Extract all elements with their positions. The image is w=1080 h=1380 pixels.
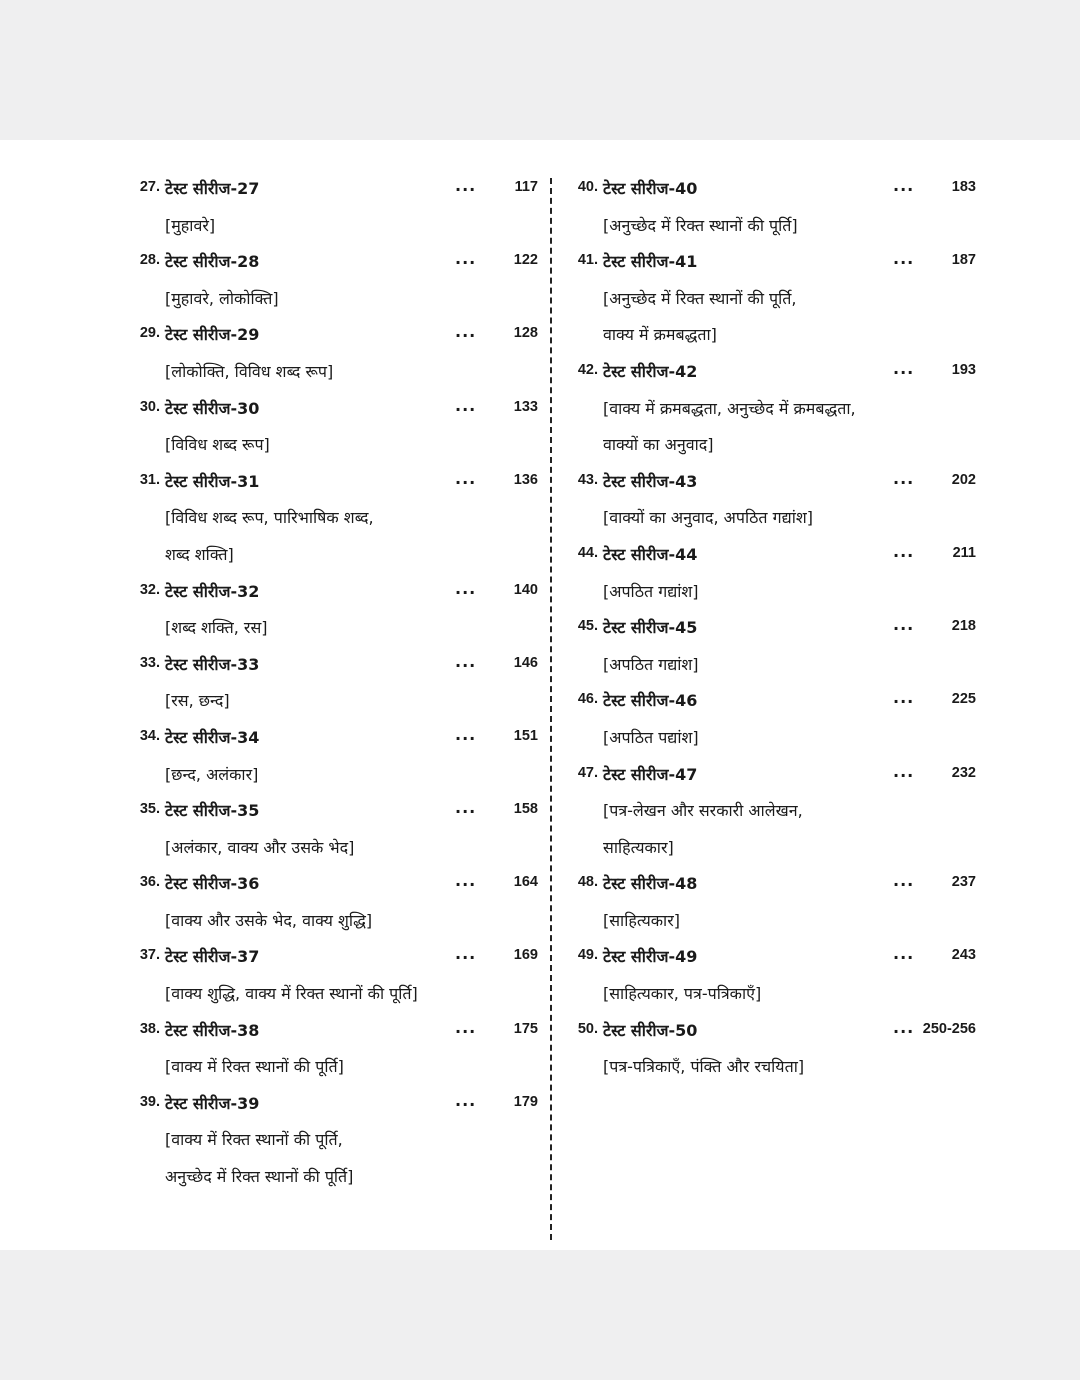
entry-topics: [साहित्यकार] [603,910,680,930]
contents-entry [558,243,978,280]
leader-dots: ... [455,944,477,964]
entry-title: टेस्ट सीरीज-48 [603,874,698,894]
leader-dots: ... [893,688,915,708]
leader-dots: ... [893,358,915,378]
entry-page-number: 237 [951,874,976,891]
entry-topics-line [558,975,978,1012]
contents-entry [120,390,540,427]
contents-entry [558,938,978,975]
entry-topics: [रस, छन्द] [165,691,230,711]
contents-entry [558,170,978,207]
entry-number: 40. [577,179,598,195]
entry-title: टेस्ट सीरीज-30 [165,398,260,418]
entry-title: टेस्ट सीरीज-42 [603,361,698,381]
contents-entry [120,938,540,975]
leader-dots: ... [893,541,915,561]
entry-page-number: 128 [513,325,538,342]
entry-topics: [विविध शब्द रूप] [165,435,270,455]
entry-topics: [अपठित गद्यांश] [603,581,699,601]
entry-number: 37. [139,947,160,964]
entry-topics-line [120,280,540,317]
entry-title: टेस्ट सीरीज-47 [603,764,698,784]
contents-entry [120,1012,540,1049]
entry-topics: [मुहावरे] [165,215,216,235]
entry-topics: [वाक्य में क्रमबद्धता, अनुच्छेद में क्रमबद्धता, [603,398,856,418]
entry-number: 35. [139,801,160,818]
entry-title: टेस्ट सीरीज-28 [165,252,260,272]
leader-dots: ... [455,798,477,818]
entry-title: टेस्ट सीरीज-34 [165,727,260,747]
entry-page-number: 193 [951,361,976,378]
entry-title: टेस्ट सीरीज-41 [603,252,698,272]
entry-topics: [अपठित पद्यांश] [603,727,699,747]
leader-dots: ... [893,176,915,195]
leader-dots: ... [455,724,477,744]
contents-entry [120,316,540,353]
contents-entry [120,573,540,610]
entry-topics: [वाक्य शुद्धि, वाक्य में रिक्त स्थानों की पूर्ति] [165,984,418,1004]
contents-page [0,140,1080,1250]
leader-dots: ... [893,944,915,964]
entry-topics: [अनुच्छेद में रिक्त स्थानों की पूर्ति, [603,288,797,308]
entry-title: टेस्ट सीरीज-40 [603,179,698,198]
entry-topics-line [120,499,540,536]
contents-entry [120,719,540,756]
entry-title: टेस्ट सीरीज-31 [165,471,260,491]
entry-topics-line [120,1121,540,1158]
entry-topics-line [558,426,978,463]
entry-page-number: 122 [513,252,538,269]
leader-dots: ... [455,651,477,671]
entry-topics: [विविध शब्द रूप, पारिभाषिक शब्द, [165,508,374,528]
entry-topics: [अपठित गद्यांश] [603,654,699,674]
entry-topics: [वाक्य में रिक्त स्थानों की पूर्ति, [165,1130,343,1150]
entry-title: टेस्ट सीरीज-37 [165,947,260,967]
leader-dots: ... [455,249,477,269]
entry-topics: [पत्र-लेखन और सरकारी आलेखन, [603,801,803,821]
entry-topics-line [558,390,978,427]
leader-dots: ... [893,871,915,891]
contents-entry [120,646,540,683]
entry-topics: [पत्र-पत्रिकाएँ, पंक्ति और रचयिता] [603,1057,805,1077]
entry-topics-line [558,280,978,317]
entry-topics-line [120,353,540,390]
contents-entry [120,463,540,500]
contents-entry [558,536,978,573]
entry-number: 33. [139,654,160,671]
entry-number: 38. [139,1020,160,1037]
entry-title: टेस्ट सीरीज-49 [603,947,698,967]
entry-number: 30. [139,398,160,415]
entry-topics-line [558,573,978,610]
leader-dots: ... [455,395,477,415]
entry-topics: [शब्द शक्ति, रस] [165,618,268,638]
entry-topics: शब्द शक्ति] [165,544,234,564]
entry-topics: [छन्द, अलंकार] [165,764,259,784]
entry-topics: [अनुच्छेद में रिक्त स्थानों की पूर्ति] [603,215,798,235]
contents-entry [558,1012,978,1049]
entry-number: 46. [577,691,598,708]
entry-number: 49. [577,947,598,964]
entry-topics-line [120,207,540,244]
column-divider [550,178,552,1240]
entry-topics-line [558,719,978,756]
entry-page-number: 136 [513,471,538,488]
entry-number: 42. [577,361,598,378]
contents-entry [120,243,540,280]
entry-number: 27. [139,179,160,195]
contents-entry [558,756,978,793]
contents-entry [558,463,978,500]
leader-dots: ... [893,468,915,488]
contents-entry [558,353,978,390]
entry-topics: [साहित्यकार, पत्र-पत्रिकाएँ] [603,984,762,1004]
entry-page-number: 211 [952,544,976,561]
entry-title: टेस्ट सीरीज-46 [603,691,698,711]
entry-title: टेस्ट सीरीज-39 [165,1093,260,1113]
entry-topics-line [558,646,978,683]
entry-topics-line [558,902,978,939]
leader-dots: ... [455,176,477,195]
entry-page-number: 175 [513,1020,538,1037]
entry-topics-line [558,499,978,536]
contents-entry [120,865,540,902]
contents-entry [120,170,540,207]
contents-entry [558,682,978,719]
leader-dots: ... [893,761,915,781]
contents-column-right [558,170,978,1085]
entry-topics-line [120,975,540,1012]
entry-number: 32. [139,581,160,598]
entry-topics-line [120,1158,540,1195]
entry-number: 41. [577,252,598,269]
entry-page-number: 179 [513,1093,538,1110]
entry-topics-line [120,829,540,866]
entry-title: टेस्ट सीरीज-36 [165,874,260,894]
contents-entry [558,865,978,902]
entry-number: 48. [577,874,598,891]
entry-topics: वाक्य में क्रमबद्धता] [603,325,717,345]
entry-number: 44. [577,544,598,561]
entry-number: 29. [139,325,160,342]
leader-dots: ... [455,322,477,342]
entry-topics-line [120,426,540,463]
entry-page-number: 164 [513,874,538,891]
entry-page-number: 140 [513,581,538,598]
entry-topics-line [120,902,540,939]
contents-entry [558,609,978,646]
entry-page-number: 218 [951,618,976,635]
entry-topics: [वाक्य में रिक्त स्थानों की पूर्ति] [165,1057,344,1077]
entry-page-number: 183 [951,179,976,195]
entry-topics-line [120,1048,540,1085]
entry-page-number: 146 [513,654,538,671]
entry-title: टेस्ट सीरीज-35 [165,801,260,821]
entry-topics-line [120,682,540,719]
entry-topics: [वाक्यों का अनुवाद, अपठित गद्यांश] [603,508,813,528]
entry-page-number: 117 [514,179,538,195]
entry-topics-line [558,829,978,866]
entry-topics-line [558,1048,978,1085]
entry-topics: [लोकोक्ति, विविध शब्द रूप] [165,361,334,381]
contents-entry [120,792,540,829]
leader-dots: ... [455,468,477,488]
entry-topics-line [120,756,540,793]
entry-number: 36. [139,874,160,891]
leader-dots: ... [893,249,915,269]
entry-topics: [अलंकार, वाक्य और उसके भेद] [165,837,355,857]
leader-dots: ... [455,1017,477,1037]
entry-number: 50. [577,1020,598,1037]
leader-dots: ... [893,615,915,635]
entry-number: 28. [139,252,160,269]
entry-title: टेस्ट सीरीज-43 [603,471,698,491]
entry-topics: साहित्यकार] [603,837,674,857]
entry-title: टेस्ट सीरीज-44 [603,544,698,564]
leader-dots: ... [893,1017,915,1037]
entry-number: 39. [139,1093,160,1110]
entry-number: 45. [577,618,598,635]
top-margin [0,0,1080,140]
entry-topics-line [120,536,540,573]
entry-page-number: 243 [951,947,976,964]
entry-title: टेस्ट सीरीज-45 [603,618,698,638]
entry-page-number: 202 [951,471,976,488]
entry-title: टेस्ट सीरीज-29 [165,325,260,345]
entry-page-number: 133 [513,398,538,415]
entry-title: टेस्ट सीरीज-32 [165,581,260,601]
entry-page-number: 232 [951,764,976,781]
entry-topics: वाक्यों का अनुवाद] [603,435,714,455]
entry-title: टेस्ट सीरीज-27 [165,179,260,198]
entry-topics: [वाक्य और उसके भेद, वाक्य शुद्धि] [165,910,373,930]
leader-dots: ... [455,871,477,891]
entry-topics-line [558,207,978,244]
entry-title: टेस्ट सीरीज-50 [603,1020,698,1040]
bottom-margin [0,1250,1080,1380]
entry-number: 47. [577,764,598,781]
entry-title: टेस्ट सीरीज-38 [165,1020,260,1040]
entry-topics: अनुच्छेद में रिक्त स्थानों की पूर्ति] [165,1167,354,1187]
contents-entry [120,1085,540,1122]
entry-topics: [मुहावरे, लोकोक्ति] [165,288,279,308]
entry-page-number: 169 [513,947,538,964]
contents-column-left [120,170,540,1195]
leader-dots: ... [455,1090,477,1110]
entry-page-number: 187 [951,252,976,269]
entry-page-number: 158 [513,801,538,818]
entry-number: 34. [139,727,160,744]
entry-number: 31. [139,471,160,488]
entry-page-number: 225 [951,691,976,708]
entry-page-number: 151 [513,727,538,744]
entry-page-number: 250-256 [922,1020,976,1037]
entry-number: 43. [577,471,598,488]
entry-topics-line [558,316,978,353]
leader-dots: ... [455,578,477,598]
entry-topics-line [120,609,540,646]
entry-title: टेस्ट सीरीज-33 [165,654,260,674]
entry-topics-line [558,792,978,829]
